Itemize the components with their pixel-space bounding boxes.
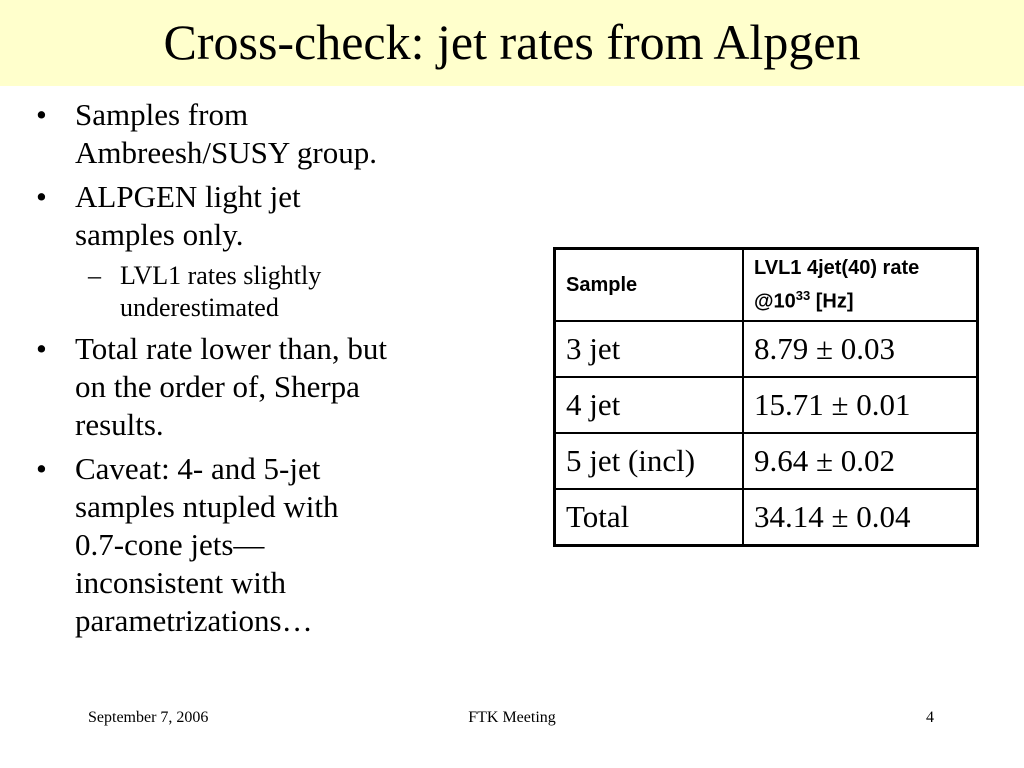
sub-bullet-line: underestimated <box>120 293 279 322</box>
bullet-line: Ambreesh/SUSY group. <box>75 135 377 170</box>
bullet-caveat <box>30 450 500 640</box>
header-rate-prefix: @10 <box>754 290 796 313</box>
slide-title: Cross-check: jet rates from Alpgen <box>163 14 861 70</box>
bullet-line: • Total rate lower than, but <box>75 331 388 366</box>
cell-sample: 3 jet <box>555 321 744 377</box>
bullet-line: parametrizations… <box>75 603 313 638</box>
header-rate-line1: LVL1 4jet(40) rate <box>754 257 920 280</box>
footer-page-number: 4 <box>926 709 934 726</box>
footer-meeting: FTK Meeting <box>468 709 556 726</box>
cell-rate: 8.79 ± 0.03 <box>743 321 978 377</box>
bullet-line: samples ntupled with <box>75 489 339 524</box>
bullet-list <box>30 96 500 646</box>
footer-date: September 7, 2006 <box>88 709 209 726</box>
table-header-row <box>555 249 978 322</box>
bullet-line: inconsistent with <box>75 565 286 600</box>
bullet-line: results. <box>75 407 164 442</box>
cell-sample: 4 jet <box>555 377 744 433</box>
header-sample: Sample <box>555 249 744 322</box>
header-rate <box>743 249 978 322</box>
bullet-line: 0.7-cone jets— <box>75 527 265 562</box>
bullet-line: • Caveat: 4- and 5-jet <box>75 451 321 486</box>
cell-rate: 15.71 ± 0.01 <box>743 377 978 433</box>
bullet-line: on the order of, Sherpa <box>75 369 360 404</box>
header-rate-exponent: 33 <box>795 288 811 304</box>
cell-rate: 34.14 ± 0.04 <box>743 489 978 546</box>
table-row <box>555 377 978 433</box>
cell-sample: 5 jet (incl) <box>555 433 744 489</box>
table-row <box>555 433 978 489</box>
sub-bullet-lvl1 <box>30 260 500 324</box>
header-rate-line2 <box>754 282 966 316</box>
cell-sample: Total <box>555 489 744 546</box>
table-row <box>555 489 978 546</box>
cell-rate: 9.64 ± 0.02 <box>743 433 978 489</box>
bullet-total-rate <box>30 330 500 444</box>
rates-table <box>553 247 979 547</box>
bullet-line: • Samples from <box>75 97 249 132</box>
bullet-samples <box>30 96 500 172</box>
bullet-line: samples only. <box>75 217 244 252</box>
header-rate-unit: [Hz] <box>810 290 854 313</box>
bullet-alpgen <box>30 178 500 254</box>
sub-bullet-line: – LVL1 rates slightly <box>120 261 322 290</box>
bullet-line: • ALPGEN light jet <box>75 179 301 214</box>
table-row <box>555 321 978 377</box>
